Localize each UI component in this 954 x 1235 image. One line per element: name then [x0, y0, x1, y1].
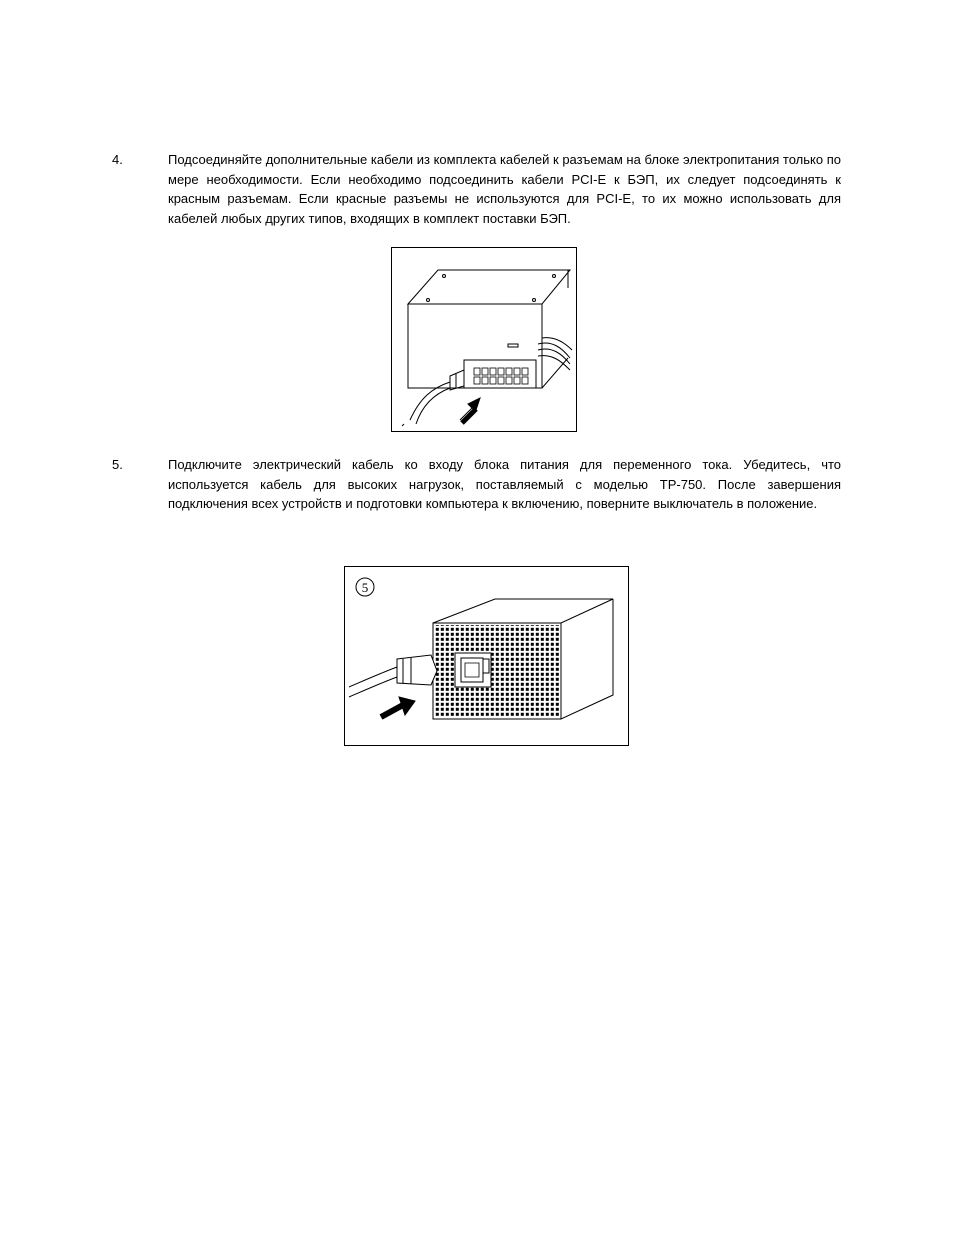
step-number: 5.: [112, 457, 123, 472]
psu-modular-connector-drawing: [392, 248, 575, 430]
psu-power-inlet-drawing: [345, 567, 627, 744]
step-number: 4.: [112, 152, 123, 167]
step-text: Подключите электрический кабель ко входу блока питания для переменного тока. Убедитесь, что используется кабель для высоких нагрузок, поставляемый с моделью TP-750. После завершения подключения всех устройств и подготовки компьютера к включению, поверните выключатель в положение.: [168, 457, 841, 511]
power-cable-illustration: [344, 566, 629, 746]
modular-cable-illustration: [391, 247, 577, 432]
step-badge-label: 5: [361, 580, 369, 595]
step-text: Подсоединяйте дополнительные кабели из комплекта кабелей к разъемам на блоке электропитания только по мере необходимости. Если необходимо подсоединить кабели PCI-E к БЭП, их следует подсоединять к красным разъемам. Если красные разъемы не используются для PCI-E, то их можно использовать для кабелей любых других типов, входящих в комплект поставки БЭП.: [168, 152, 841, 226]
